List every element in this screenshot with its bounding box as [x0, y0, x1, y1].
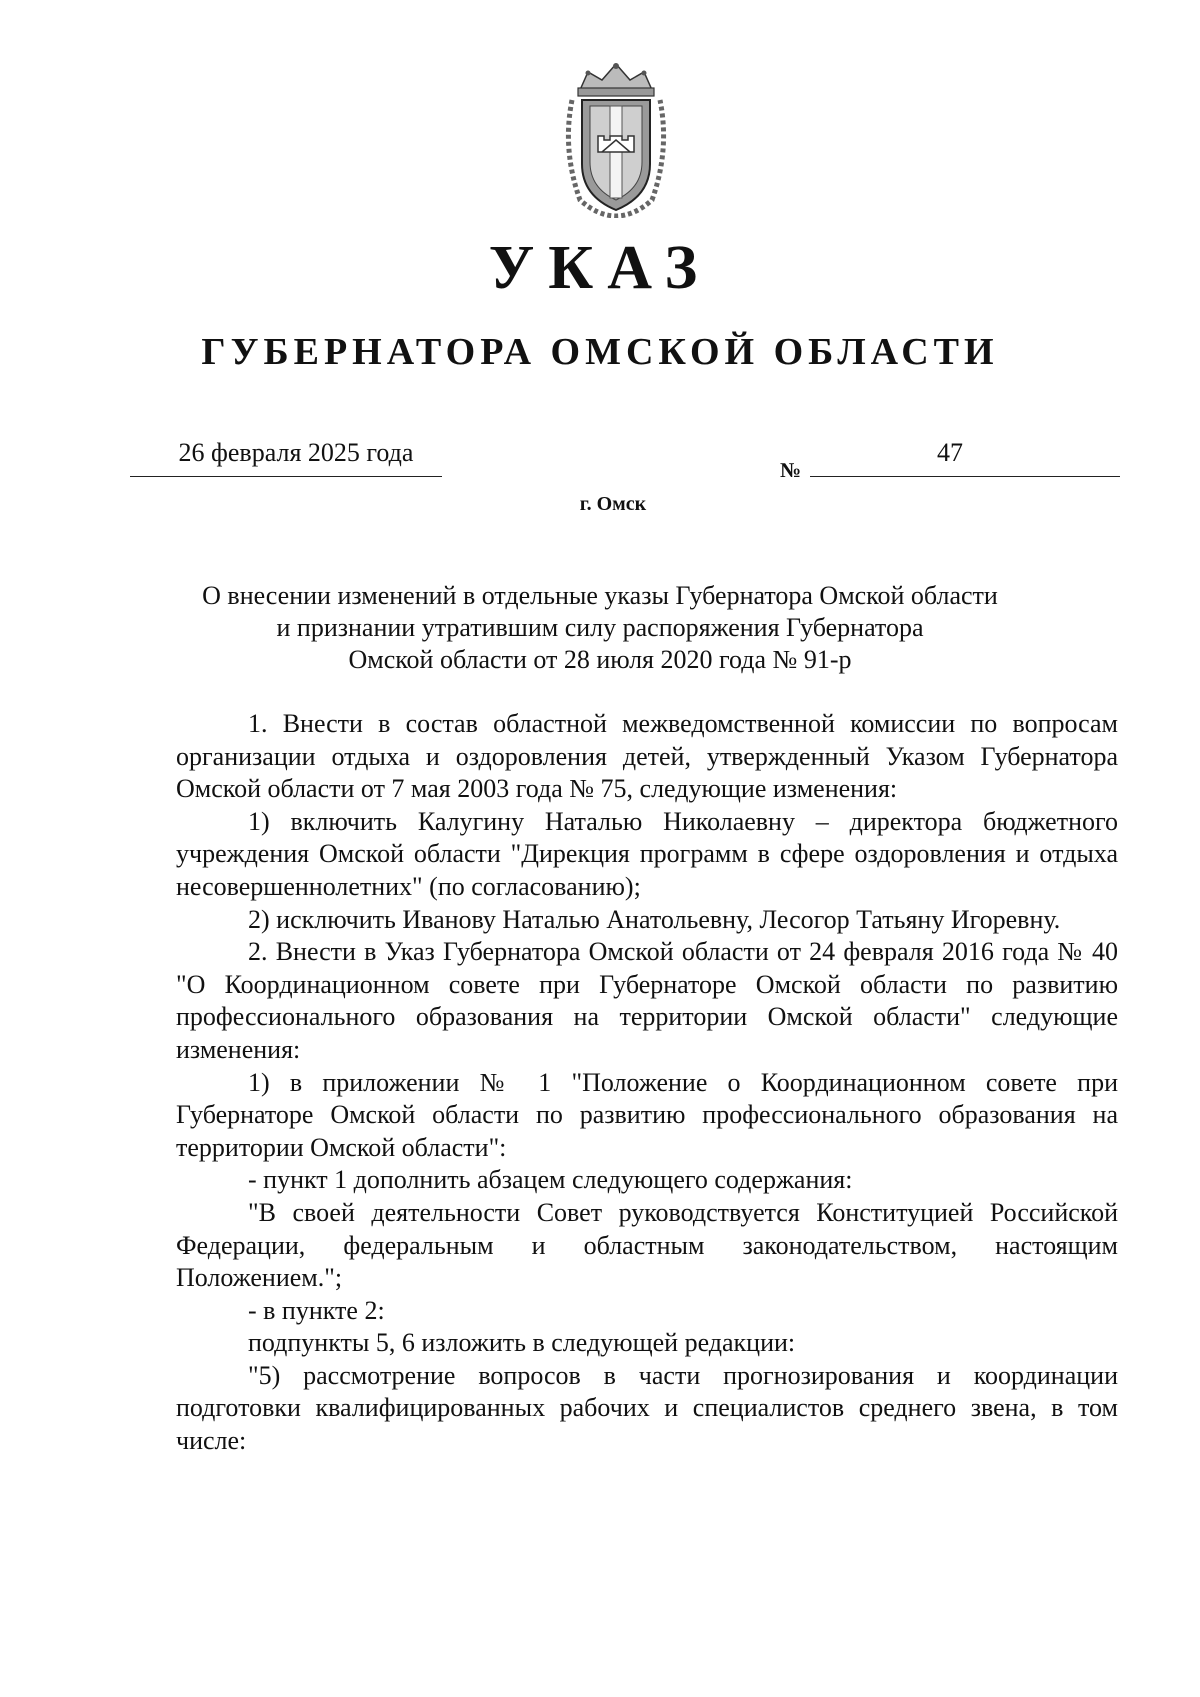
body-paragraph: "В своей деятельности Совет руководствуется Конституцией Российской Федерации, федеральным и областным законодательством, настоящим Положением.";	[176, 1197, 1118, 1293]
body-paragraph: 1) в приложении № 1 "Положение о Координационном совете при Губернаторе Омской области по развитию профессионального образования на территории Омской области":	[176, 1067, 1118, 1162]
body-paragraph: 1. Внести в состав областной межведомственной комиссии по вопросам организации отдыха и оздоровления детей, утвержденный Указом Губернатора Омской области от 7 мая 2003 года № 75, следующие изменения:	[176, 709, 1118, 804]
body-paragraph: 2. Внести в Указ Губернатора Омской области от 24 февраля 2016 года № 40 "О Координационном совете при Губернаторе Омской области по развитию профессионального образования на территории Омской области" следующие изменения:	[176, 937, 1118, 1064]
decree-number: 47	[937, 438, 963, 467]
city-label: г. Омск	[579, 493, 647, 515]
body-paragraph: - в пункте 2:	[248, 1295, 385, 1325]
decree-date: 26 февраля 2025 года	[178, 438, 414, 467]
document-subtitle: ГУБЕРНАТОРА ОМСКОЙ ОБЛАСТИ	[201, 331, 999, 373]
decree-heading	[160, 580, 1040, 676]
date-underline	[130, 476, 442, 477]
date-field	[130, 438, 442, 477]
heading-line: Омской области от 28 июля 2020 года № 91-р	[348, 645, 852, 674]
heading-line: О внесении изменений в отдельные указы Губернатора Омской области	[202, 581, 998, 610]
body-paragraph: подпункты 5, 6 изложить в следующей редакции:	[248, 1328, 796, 1358]
body-paragraph: "5) рассмотрение вопросов в части прогнозирования и координации подготовки квалифицированных рабочих и специалистов среднего звена, в том числе:	[176, 1360, 1118, 1456]
heading-line: и признании утратившим силу распоряжения Губернатора	[276, 613, 924, 642]
omsk-oblast-coat-of-arms-icon	[558, 60, 674, 218]
body-paragraph: - пункт 1 дополнить абзацем следующего содержания:	[248, 1165, 853, 1195]
decree-body	[176, 708, 1118, 1458]
body-paragraph: 2) исключить Иванову Наталью Анатольевну, Лесогор Татьяну Игоревну.	[248, 904, 1061, 934]
number-field	[810, 438, 1120, 477]
number-sign: №	[780, 458, 802, 482]
body-paragraph: 1) включить Калугину Наталью Николаевну – директора бюджетного учреждения Омской области "Дирекция программ в сфере оздоровления и отдыха несовершеннолетних" (по согласованию);	[176, 806, 1118, 901]
number-underline	[810, 476, 1120, 477]
document-title: УКАЗ	[488, 234, 712, 302]
